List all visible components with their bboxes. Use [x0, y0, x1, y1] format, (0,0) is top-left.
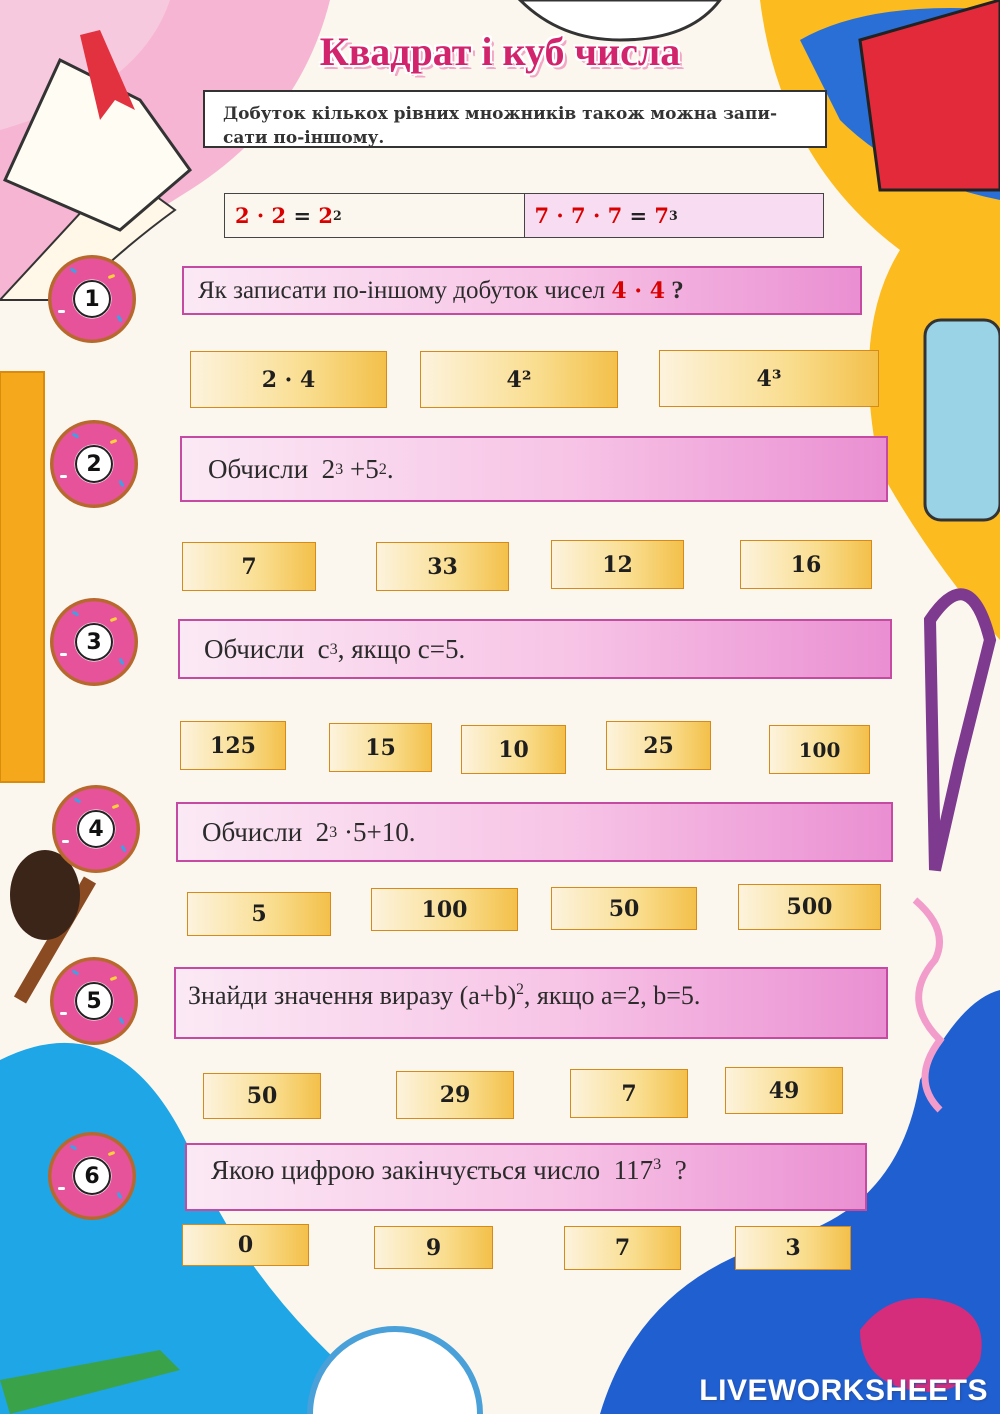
answer-option[interactable]: 29: [396, 1071, 514, 1119]
answer-option[interactable]: 50: [203, 1073, 321, 1119]
answer-option[interactable]: 4²: [420, 351, 618, 408]
answer-option[interactable]: 5: [187, 892, 331, 936]
answer-option[interactable]: 3: [735, 1226, 851, 1270]
question-6-text: Якою цифрою закінчується число 117 $^3$ ?: [185, 1143, 867, 1211]
question-number-badge: 5: [50, 957, 138, 1045]
question-number-badge: 2: [50, 420, 138, 508]
page-title: Квадрат і куб числа: [319, 29, 681, 74]
answer-option[interactable]: 2 · 4: [190, 351, 387, 408]
example-cube: 7 · 7 · 7 = 7 3: [524, 194, 824, 237]
examples-table: [224, 193, 824, 238]
question-1-text: Як записати по-іншому добуток чисел 4 · 4 ?: [182, 266, 862, 315]
answer-option[interactable]: 500: [738, 884, 881, 930]
answer-option[interactable]: 49: [725, 1067, 843, 1114]
intro-text: Добуток кількох рівних множників також можна запи- сати по-іншому.: [203, 90, 827, 148]
answer-option[interactable]: 15: [329, 723, 432, 772]
answer-option[interactable]: 100: [769, 725, 870, 774]
liveworksheets-logo: LIVEWORKSHEETS: [699, 1374, 988, 1407]
answer-option[interactable]: 12: [551, 540, 684, 589]
answer-option[interactable]: 100: [371, 888, 518, 931]
answer-option[interactable]: 9: [374, 1226, 493, 1269]
answer-option[interactable]: 125: [180, 721, 286, 770]
question-3-text: Обчисли c 3 , якщо c=5.: [178, 619, 892, 679]
answer-option[interactable]: 7: [564, 1226, 681, 1270]
answer-option[interactable]: 0: [182, 1224, 309, 1266]
answer-option[interactable]: 33: [376, 542, 509, 591]
question-4-text: Обчисли 2 3 ·5+10.: [176, 802, 893, 862]
answer-option[interactable]: 16: [740, 540, 872, 589]
answer-option[interactable]: 10: [461, 725, 566, 774]
answer-option[interactable]: 7: [182, 542, 316, 591]
question-2-text: Обчисли 2 3 +5 2 .: [180, 436, 888, 502]
answer-option[interactable]: 50: [551, 887, 697, 930]
question-number-badge: 3: [50, 598, 138, 686]
example-square: 2 · 2 = 2 2: [235, 203, 342, 228]
question-number-badge: 1: [48, 255, 136, 343]
question-number-badge: 6: [48, 1132, 136, 1220]
answer-option[interactable]: 25: [606, 721, 711, 770]
answer-option[interactable]: 7: [570, 1069, 688, 1118]
question-5-text: Знайди значення виразу (a+b) $^2$ , якщо a=2, b=5.: [174, 967, 888, 1039]
question-number-badge: 4: [52, 785, 140, 873]
answer-option[interactable]: 4³: [659, 350, 879, 407]
